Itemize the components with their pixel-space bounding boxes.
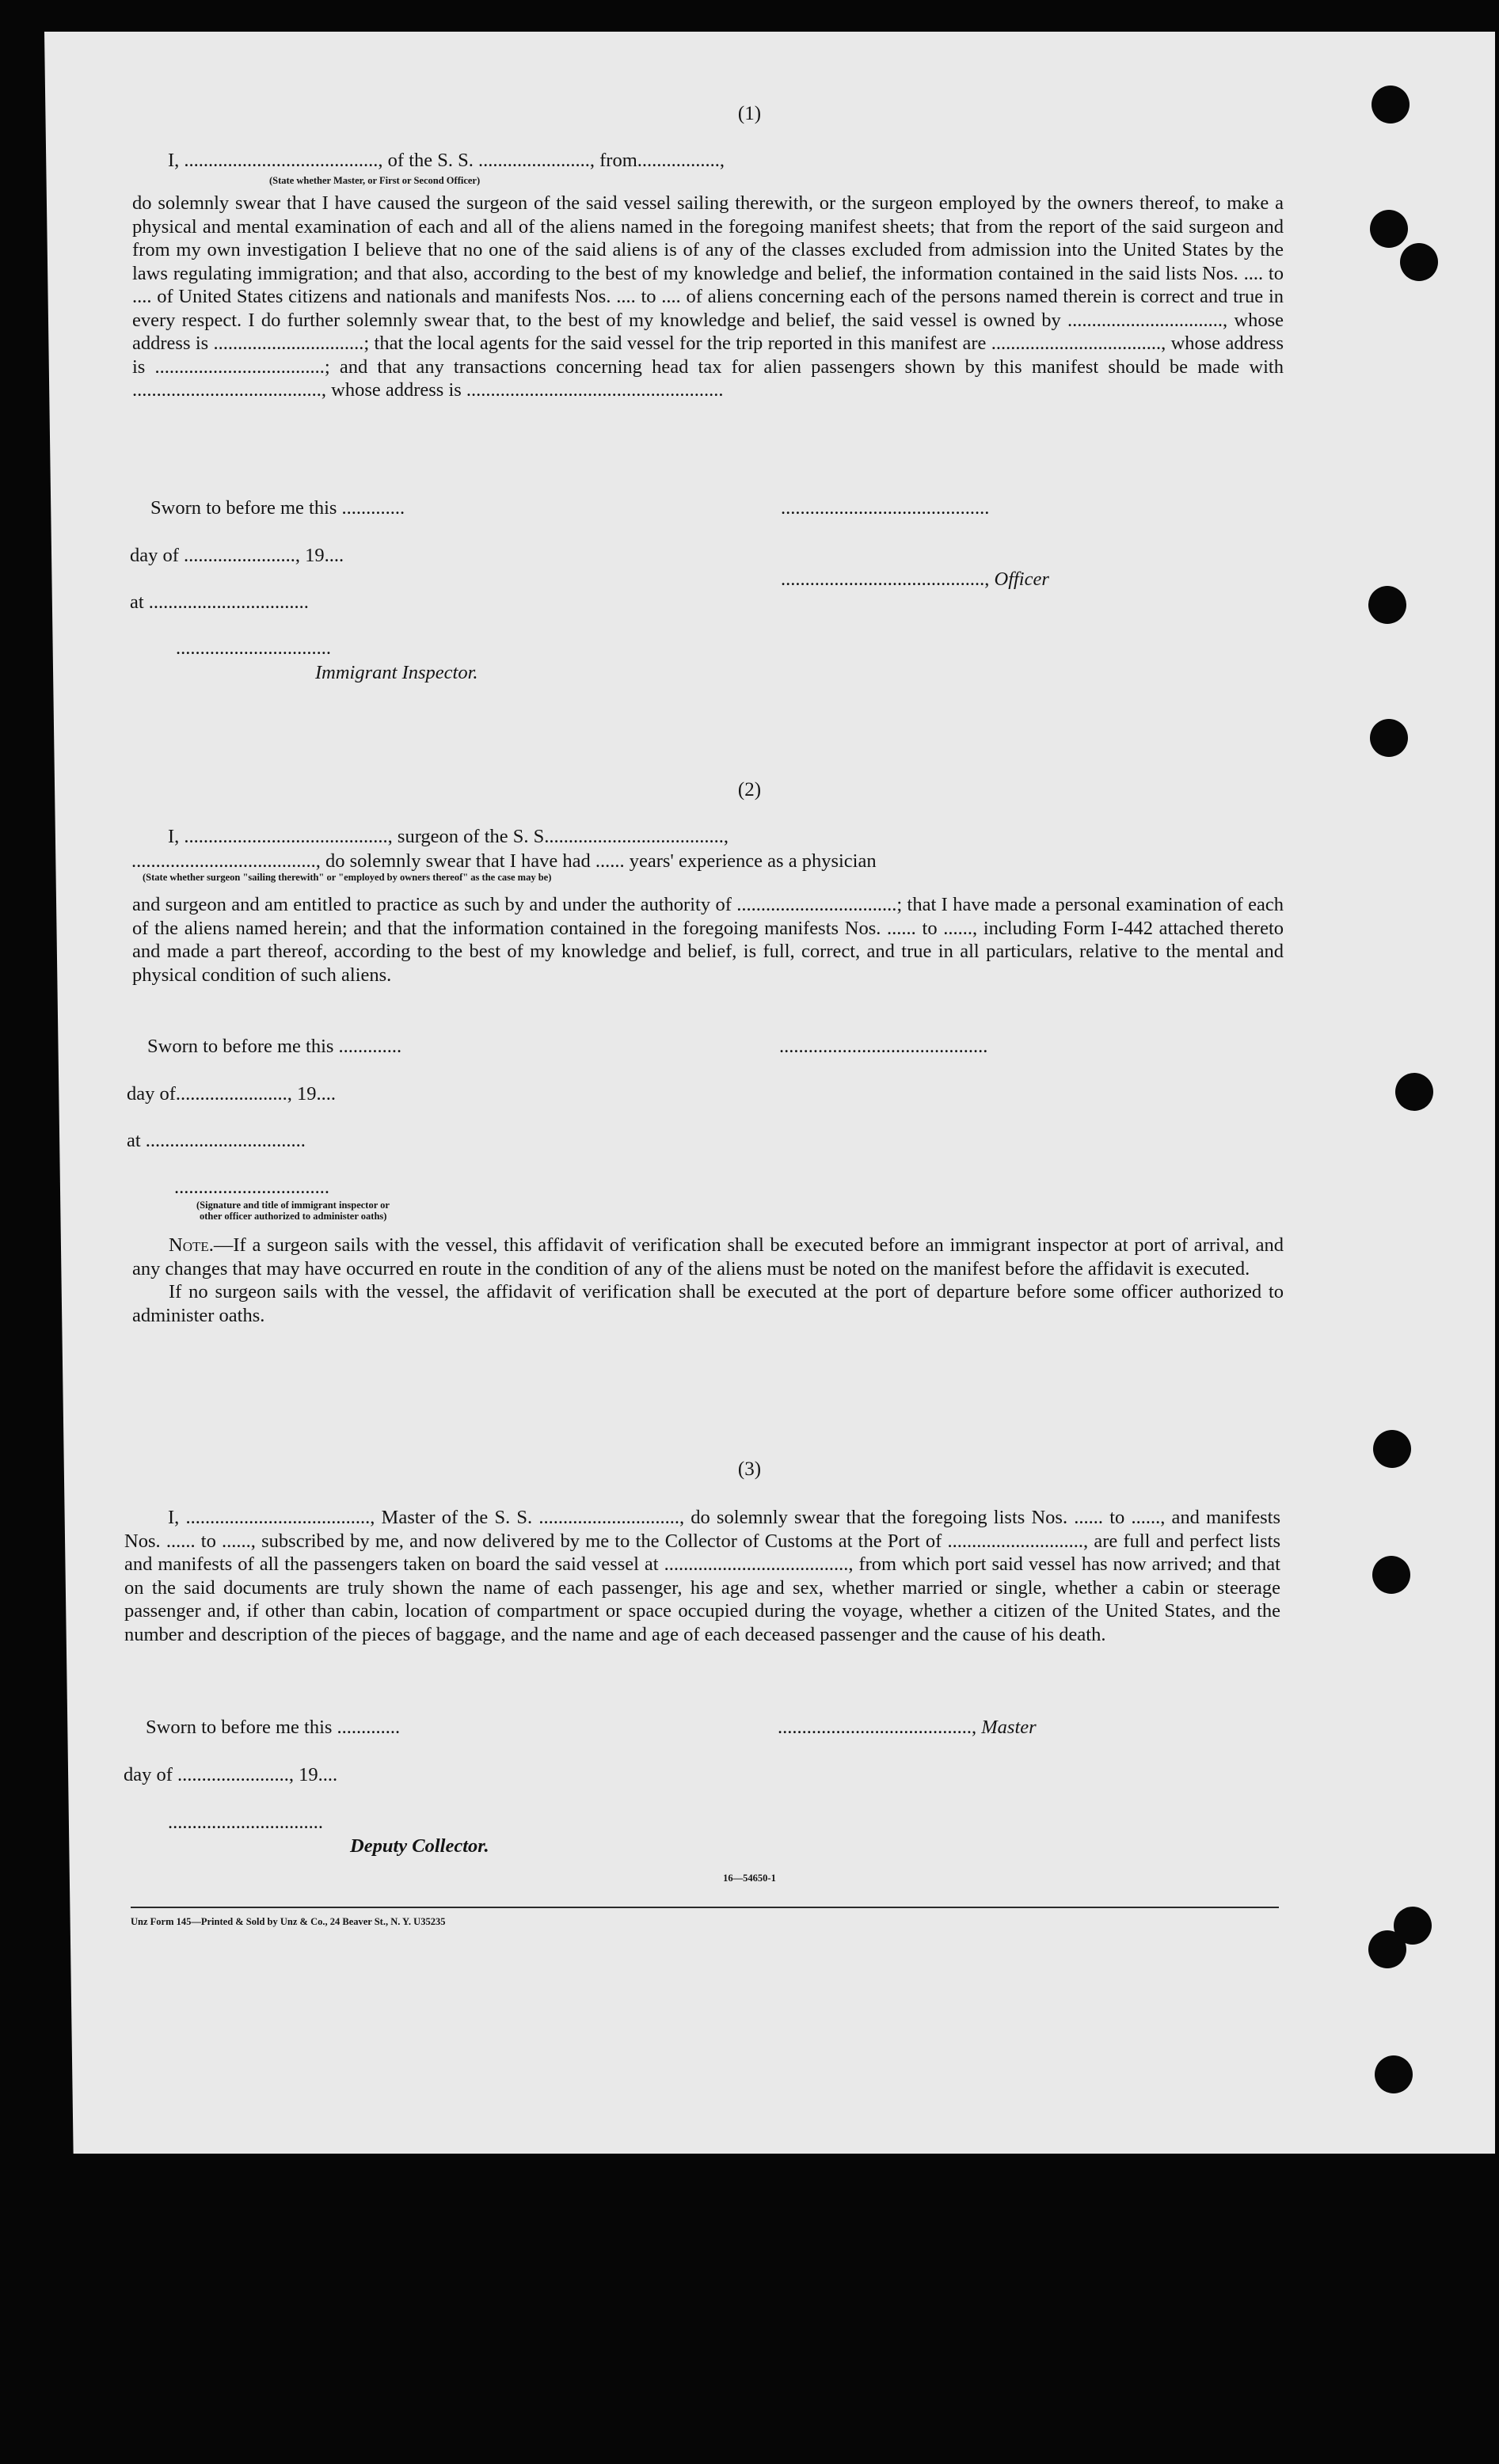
from-blank: .................,: [637, 150, 725, 171]
section-2-inspector-blank: ................................: [174, 1177, 329, 1198]
officer-label: Officer: [994, 568, 1049, 590]
master-blank: ........................................,: [778, 1717, 982, 1738]
section-2-day-line: day of......................., 19....: [127, 1083, 337, 1105]
section-2-number: (2): [737, 779, 762, 800]
punch-hole: [1375, 2055, 1413, 2093]
section-3-number: (3): [737, 1458, 762, 1480]
rank-blank: ........................................: [184, 150, 379, 171]
section-1-at-line: at .................................: [130, 591, 309, 613]
immigrant-inspector-label: Immigrant Inspector.: [315, 662, 478, 683]
section-3-day-line: day of ......................., 19....: [124, 1764, 338, 1785]
punch-hole: [1395, 1073, 1433, 1111]
note-text-2: If no surgeon sails with the vessel, the affidavit of verification shall be executed at the port of departure before some officer authorized to administer oaths.: [132, 1281, 1284, 1326]
signature-caption-line-1: (Signature and title of immigrant inspector or: [196, 1200, 390, 1211]
section-3-body-text: I, ......................................, Master of the S. S. ............................., do solemnly swear that the foregoing lists Nos. ...... to ......, and manifests Nos. ...... to ......, subscribed by me, and now delivered by me to the Collector of Customs at the Port of ............................, are full and perfect lists and manifests of all the passengers taken on board the said vessel at ......................................, from which port said vessel has now arrived; and that on the said documents are truly shown the name of each passenger, his age and sex, whether married or single, whether a cabin or steerage passenger and, if other than cabin, location of compartment or space occupied during the voyage, whether a citizen of the United States, and the number and description of the pieces of baggage, and the name and age of each deceased passenger and the cause of his death.: [124, 1507, 1280, 1645]
section-2-body: [132, 893, 1284, 987]
footer-rule: [131, 1907, 1279, 1908]
section-1-number: (1): [737, 103, 762, 124]
signature-caption-line-2: other officer authorized to administer oaths): [200, 1211, 387, 1222]
opening-pronoun: I,: [168, 150, 185, 171]
note-text-1: —If a surgeon sails with the vessel, this affidavit of verification shall be executed before an immigrant inspector at port of arrival, and any changes that may have occurred en route in the condition of any of the aliens must be noted on the manifest before the affidavit is executed.: [132, 1234, 1284, 1280]
section-1-inspector-blank: ................................: [176, 637, 331, 659]
punch-hole: [1370, 719, 1408, 757]
master-line: [778, 1717, 1037, 1739]
officer-line: [781, 568, 1049, 591]
surgeon-note: (State whether surgeon "sailing therewith" or "employed by owners thereof" as the case may be): [143, 872, 552, 883]
section-2-experience-line: ......................................, do solemnly swear that I have had ...... years' experience as a physician: [131, 850, 877, 872]
section-1-day-line: day of ......................., 19....: [130, 545, 344, 566]
section-1-signature-blank: ...........................................: [781, 497, 990, 519]
note-label: Note.: [169, 1234, 214, 1256]
master-label: Master: [981, 1717, 1037, 1738]
section-1-opening-line: [168, 149, 725, 173]
punch-hole: [1368, 1930, 1406, 1968]
officer-blank: ..........................................,: [781, 568, 995, 590]
section-3-body: [124, 1506, 1280, 1646]
form-number: 16—54650-1: [723, 1873, 776, 1884]
section-2-opening-line: I, .........................................., surgeon of the S. S.....................................,: [168, 826, 729, 847]
section-2-at-line: at .................................: [127, 1130, 306, 1151]
punch-hole: [1370, 210, 1408, 248]
section-1-sworn-line: Sworn to before me this .............: [150, 497, 405, 519]
ship-label: , of the S. S.: [378, 150, 479, 171]
surgeon-signature-blank: ...........................................: [779, 1036, 988, 1057]
punch-hole: [1368, 586, 1406, 624]
punch-hole: [1372, 1556, 1410, 1594]
section-2-body-text: and surgeon and am entitled to practice as such by and under the authority of .................................; that I have made a personal examination of each of the aliens named herein; and that the information contained in the foregoing manifests Nos. ...... to ......, including Form I-442 attached thereto and made a part thereof, according to the best of my knowledge and belief, is full, correct, and true in all particulars, relative to the mental and physical condition of such aliens.: [132, 894, 1284, 986]
section-2-sworn-line: Sworn to before me this .............: [147, 1036, 402, 1057]
from-label: , from: [589, 150, 637, 171]
ship-blank: .......................: [478, 150, 590, 171]
verification-note: [132, 1234, 1284, 1327]
deputy-collector-label: Deputy Collector.: [350, 1835, 489, 1857]
section-3-sworn-line: Sworn to before me this .............: [146, 1717, 401, 1738]
verification-note-paragraph-1: [132, 1234, 1284, 1280]
punch-hole: [1400, 243, 1438, 281]
section-1-body-text: do solemnly swear that I have caused the surgeon of the said vessel sailing therewith, or the surgeon employed by the owners thereof, to make a physical and mental examination of each and all of the aliens named in the foregoing manifest sheets; that from the report of the said surgeon and from my own investigation I believe that no one of the said aliens is of any of the classes excluded from admission into the United States by the laws regulating immigration; and that also, according to the best of my knowledge and belief, the information contained in the said lists Nos. .... to .... of United States citizens and nationals and manifests Nos. .... to .... of aliens concerning each of the persons named therein is correct and true in every respect. I do further solemnly swear that, to the best of my knowledge and belief, the said vessel is owned by ................................, whose address is ...............................; that the local agents for the said vessel for the trip reported in this manifest are ..................................., whose address is ...................................; and that any transactions concerning head tax for alien passengers shown by this manifest should be made with ......................................., whose address is .....................................................: [132, 192, 1284, 401]
collector-blank: ................................: [168, 1812, 323, 1833]
rank-note: (State whether Master, or First or Second Officer): [269, 175, 481, 186]
printer-imprint: Unz Form 145—Printed & Sold by Unz & Co., 24 Beaver St., N. Y. U35235: [131, 1916, 446, 1927]
section-1-body: [132, 192, 1284, 402]
